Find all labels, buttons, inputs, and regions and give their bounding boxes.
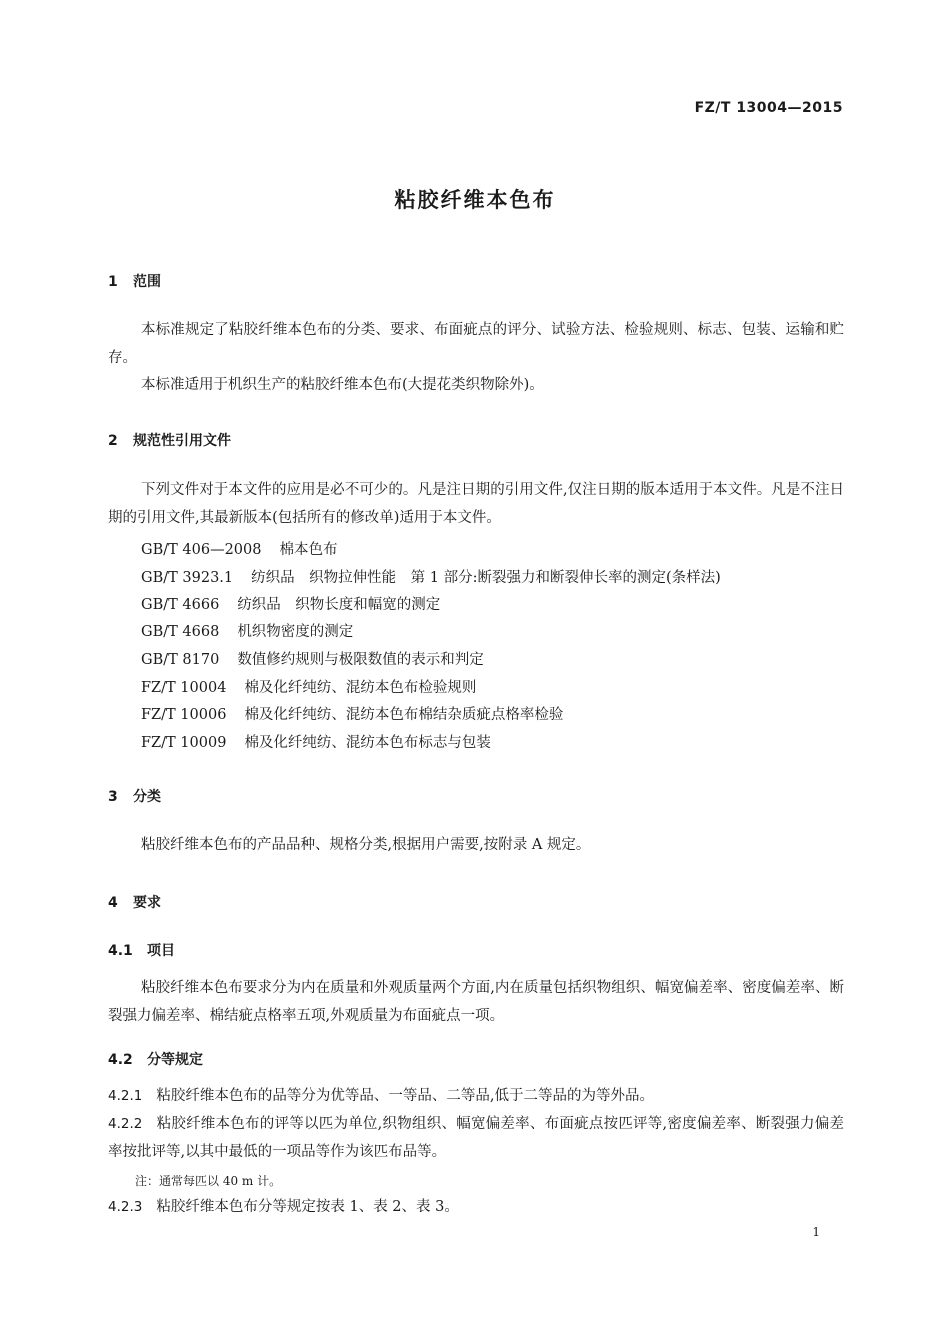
reference-item: [141, 676, 476, 697]
section-title: 规范性引用文件: [133, 433, 231, 449]
reference-title: 数值修约规则与极限数值的表示和判定: [237, 652, 484, 668]
requirements-items-paragraph: 粘胶纤维本色布要求分为内在质量和外观质量两个方面,内在质量包括织物组织、幅宽偏差率、密度偏差率、断裂强力偏差率、棉结疵点格率五项,外观质量为布面疵点一项。: [108, 980, 844, 1024]
clause-text: 粘胶纤维本色布的评等以匹为单位,织物组织、幅宽偏差率、布面疵点按匹评等,密度偏差率、断裂强力偏差率按批评等,以其中最低的一项品等作为该匹布品等。: [108, 1116, 844, 1160]
subsection-4-1-heading: [108, 940, 175, 960]
reference-code: GB/T 4668: [141, 624, 220, 640]
reference-code: FZ/T 10004: [141, 680, 227, 696]
section-title: 要求: [133, 895, 161, 911]
reference-code: GB/T 406—2008: [141, 542, 262, 558]
reference-item: [141, 593, 440, 614]
reference-item: [141, 538, 337, 559]
clause-number: 4.2.2: [108, 1116, 143, 1132]
clause-number: 4.2.1: [108, 1088, 143, 1104]
subsection-number: 4.1: [108, 943, 133, 959]
reference-title: 棉及化纤纯纺、混纺本色布标志与包装: [244, 735, 491, 751]
reference-code: FZ/T 10009: [141, 735, 227, 751]
section-number: 1: [108, 274, 118, 290]
scope-paragraph-2: 本标准适用于机织生产的粘胶纤维本色布(大提花类织物除外)。: [141, 377, 544, 393]
document-title: 粘胶纤维本色布: [394, 188, 556, 212]
clause-4-2-1: [108, 1083, 844, 1111]
section-number: 4: [108, 895, 118, 911]
reference-code: GB/T 4666: [141, 597, 220, 613]
section-2-heading: [108, 430, 231, 450]
section-3-heading: [108, 786, 161, 806]
section-title: 分类: [133, 789, 161, 805]
standard-code: FZ/T 13004—2015: [694, 100, 843, 116]
subsection-title: 分等规定: [147, 1052, 203, 1068]
clause-number: 4.2.3: [108, 1199, 143, 1215]
reference-item: [141, 566, 721, 587]
subsection-number: 4.2: [108, 1052, 133, 1068]
section-1-heading: [108, 271, 161, 291]
clause-text: 粘胶纤维本色布的品等分为优等品、一等品、二等品,低于二等品的为等外品。: [156, 1088, 654, 1104]
page-number: 1: [812, 1225, 820, 1239]
clause-text: 粘胶纤维本色布分等规定按表 1、表 2、表 3。: [156, 1199, 459, 1215]
section-number: 2: [108, 433, 118, 449]
reference-code: GB/T 8170: [141, 652, 220, 668]
reference-title: 棉本色布: [279, 542, 338, 558]
reference-title: 机织物密度的测定: [237, 624, 354, 640]
reference-title: 棉及化纤纯纺、混纺本色布检验规则: [244, 680, 477, 696]
reference-item: [141, 731, 491, 752]
reference-title: 纺织品 织物长度和幅宽的测定: [237, 597, 441, 613]
scope-paragraph-1: 本标准规定了粘胶纤维本色布的分类、要求、布面疵点的评分、试验方法、检验规则、标志、包装、运输和贮存。: [108, 322, 844, 366]
normative-intro: 下列文件对于本文件的应用是必不可少的。凡是注日期的引用文件,仅注日期的版本适用于本文件。凡是不注日期的引用文件,其最新版本(包括所有的修改单)适用于本文件。: [108, 482, 844, 526]
reference-title: 纺织品 织物拉伸性能 第 1 部分:断裂强力和断裂伸长率的测定(条样法): [251, 570, 721, 586]
clause-4-2-3: [108, 1194, 844, 1222]
subsection-title: 项目: [147, 943, 175, 959]
note: 注：通常每匹以 40 m 计。: [135, 1174, 282, 1188]
reference-item: [141, 703, 563, 724]
reference-code: GB/T 3923.1: [141, 570, 234, 586]
reference-title: 棉及化纤纯纺、混纺本色布棉结杂质疵点格率检验: [244, 707, 564, 723]
section-title: 范围: [133, 274, 161, 290]
subsection-4-2-heading: [108, 1049, 203, 1069]
reference-item: [141, 620, 353, 641]
reference-code: FZ/T 10006: [141, 707, 227, 723]
section-4-heading: [108, 892, 161, 912]
clause-4-2-2: [108, 1111, 844, 1166]
classification-paragraph: 粘胶纤维本色布的产品品种、规格分类,根据用户需要,按附录 A 规定。: [141, 837, 591, 853]
reference-item: [141, 648, 484, 669]
section-number: 3: [108, 789, 118, 805]
